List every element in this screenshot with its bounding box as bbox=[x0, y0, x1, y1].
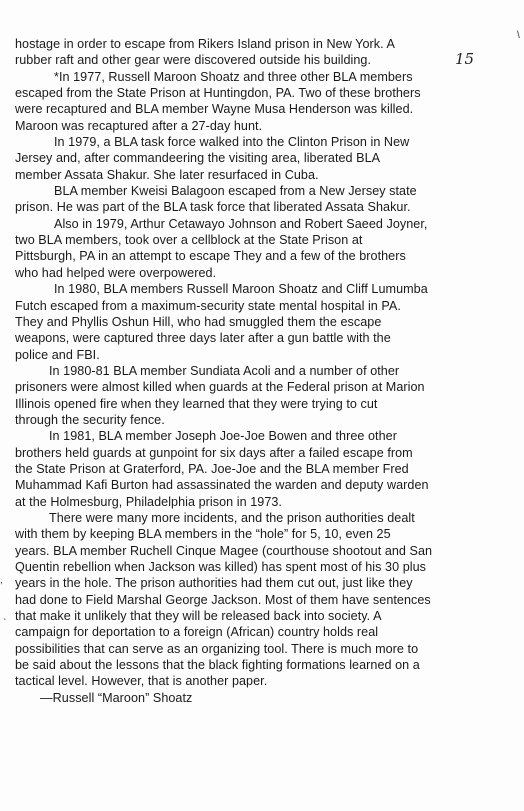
text-line: Also in 1979, Arthur Cetawayo Johnson and Robert Saeed Joyner, bbox=[54, 216, 428, 231]
text-line: rubber raft and other gear were discovered outside his building. bbox=[15, 53, 372, 68]
text-line: years in the hole. The prison authorities had them cut out, just like they bbox=[15, 576, 413, 591]
text-line: campaign for deportation to a foreign (African) country holds real bbox=[15, 625, 379, 640]
text-line: In 1980, BLA members Russell Maroon Shoatz and Cliff Lumumba bbox=[54, 282, 428, 297]
text-line: with them by keeping BLA members in the “hole” for 5, 10, even 25 bbox=[15, 527, 391, 542]
text-line: brothers held guards at gunpoint for six days after a failed escape from bbox=[15, 445, 413, 460]
text-line: who had helped were overpowered. bbox=[15, 265, 217, 280]
text-line: In 1981, BLA member Joseph Joe-Joe Bowen and three other bbox=[49, 429, 397, 444]
text-line: There were many more incidents, and the prison authorities dealt bbox=[49, 510, 415, 525]
text-line: two BLA members, took over a cellblock at the State Prison at bbox=[15, 233, 363, 248]
text-line: prisoners were almost killed when guards at the Federal prison at Marion bbox=[15, 380, 425, 395]
text-line: were recaptured and BLA member Wayne Musa Henderson was killed. bbox=[15, 102, 414, 117]
text-line: years. BLA member Ruchell Cinque Magee (courthouse shootout and San bbox=[15, 543, 433, 558]
text-line: tactical level. However, that is another paper. bbox=[15, 674, 268, 689]
text-line: be said about the lessons that the black fighting formations learned on a bbox=[15, 658, 420, 673]
text-line: through the security fence. bbox=[15, 412, 165, 427]
text-line: escaped from the State Prison at Huntingdon, PA. Two of these brothers bbox=[15, 86, 421, 101]
text-line: BLA member Kweisi Balagoon escaped from a New Jersey state bbox=[54, 184, 417, 199]
text-line: weapons, were captured three days later after a gun battle with the bbox=[15, 331, 391, 346]
text-line: Jersey and, after commandeering the visiting area, liberated BLA bbox=[15, 151, 381, 166]
handwritten-page-number: 15 bbox=[455, 50, 475, 68]
text-line: Futch escaped from a maximum-security state mental hospital in PA. bbox=[15, 298, 401, 313]
margin-mark: , bbox=[0, 575, 3, 586]
margin-mark: \ bbox=[517, 30, 520, 41]
margin-mark: ` bbox=[3, 618, 7, 629]
text-line: —Russell “Maroon” Shoatz bbox=[40, 690, 193, 705]
text-line: In 1979, a BLA task force walked into the Clinton Prison in New bbox=[54, 135, 410, 150]
text-line: *In 1977, Russell Maroon Shoatz and three other BLA members bbox=[54, 69, 413, 84]
text-line: had done to Field Marshal George Jackson. Most of them have sentences bbox=[15, 592, 431, 607]
text-line: possibilities that can serve as an organizing tool. There is much more to bbox=[15, 641, 419, 656]
text-line: at the Holmesburg, Philadelphia prison in 1973. bbox=[15, 494, 282, 509]
text-line: Maroon was recaptured after a 27-day hunt. bbox=[15, 118, 263, 133]
text-line: that make it unlikely that they will be released back into society. A bbox=[15, 609, 382, 624]
document-body bbox=[15, 36, 515, 706]
text-line: police and FBI. bbox=[15, 347, 100, 362]
text-line: In 1980-81 BLA member Sundiata Acoli and a number of other bbox=[49, 363, 400, 378]
text-line: hostage in order to escape from Rikers Island prison in New York. A bbox=[15, 37, 395, 51]
text-line: They and Phyllis Oshun Hill, who had smuggled them the escape bbox=[15, 314, 382, 329]
text-line: the State Prison at Graterford, PA. Joe-Joe and the BLA member Fred bbox=[15, 461, 409, 476]
text-line: Quentin rebellion when Jackson was killed) has spent most of his 30 plus bbox=[15, 560, 427, 574]
text-line: Muhammad Kafi Burton had assassinated the warden and deputy warden bbox=[15, 478, 429, 493]
text-line: Illinois opened fire when they learned that they were trying to cut bbox=[15, 396, 378, 411]
text-line: prison. He was part of the BLA task force that liberated Assata Shakur. bbox=[15, 200, 411, 215]
text-line: Pittsburgh, PA in an attempt to escape They and a few of the brothers bbox=[15, 249, 406, 264]
text-line: member Assata Shakur. She later resurfaced in Cuba. bbox=[15, 167, 319, 182]
